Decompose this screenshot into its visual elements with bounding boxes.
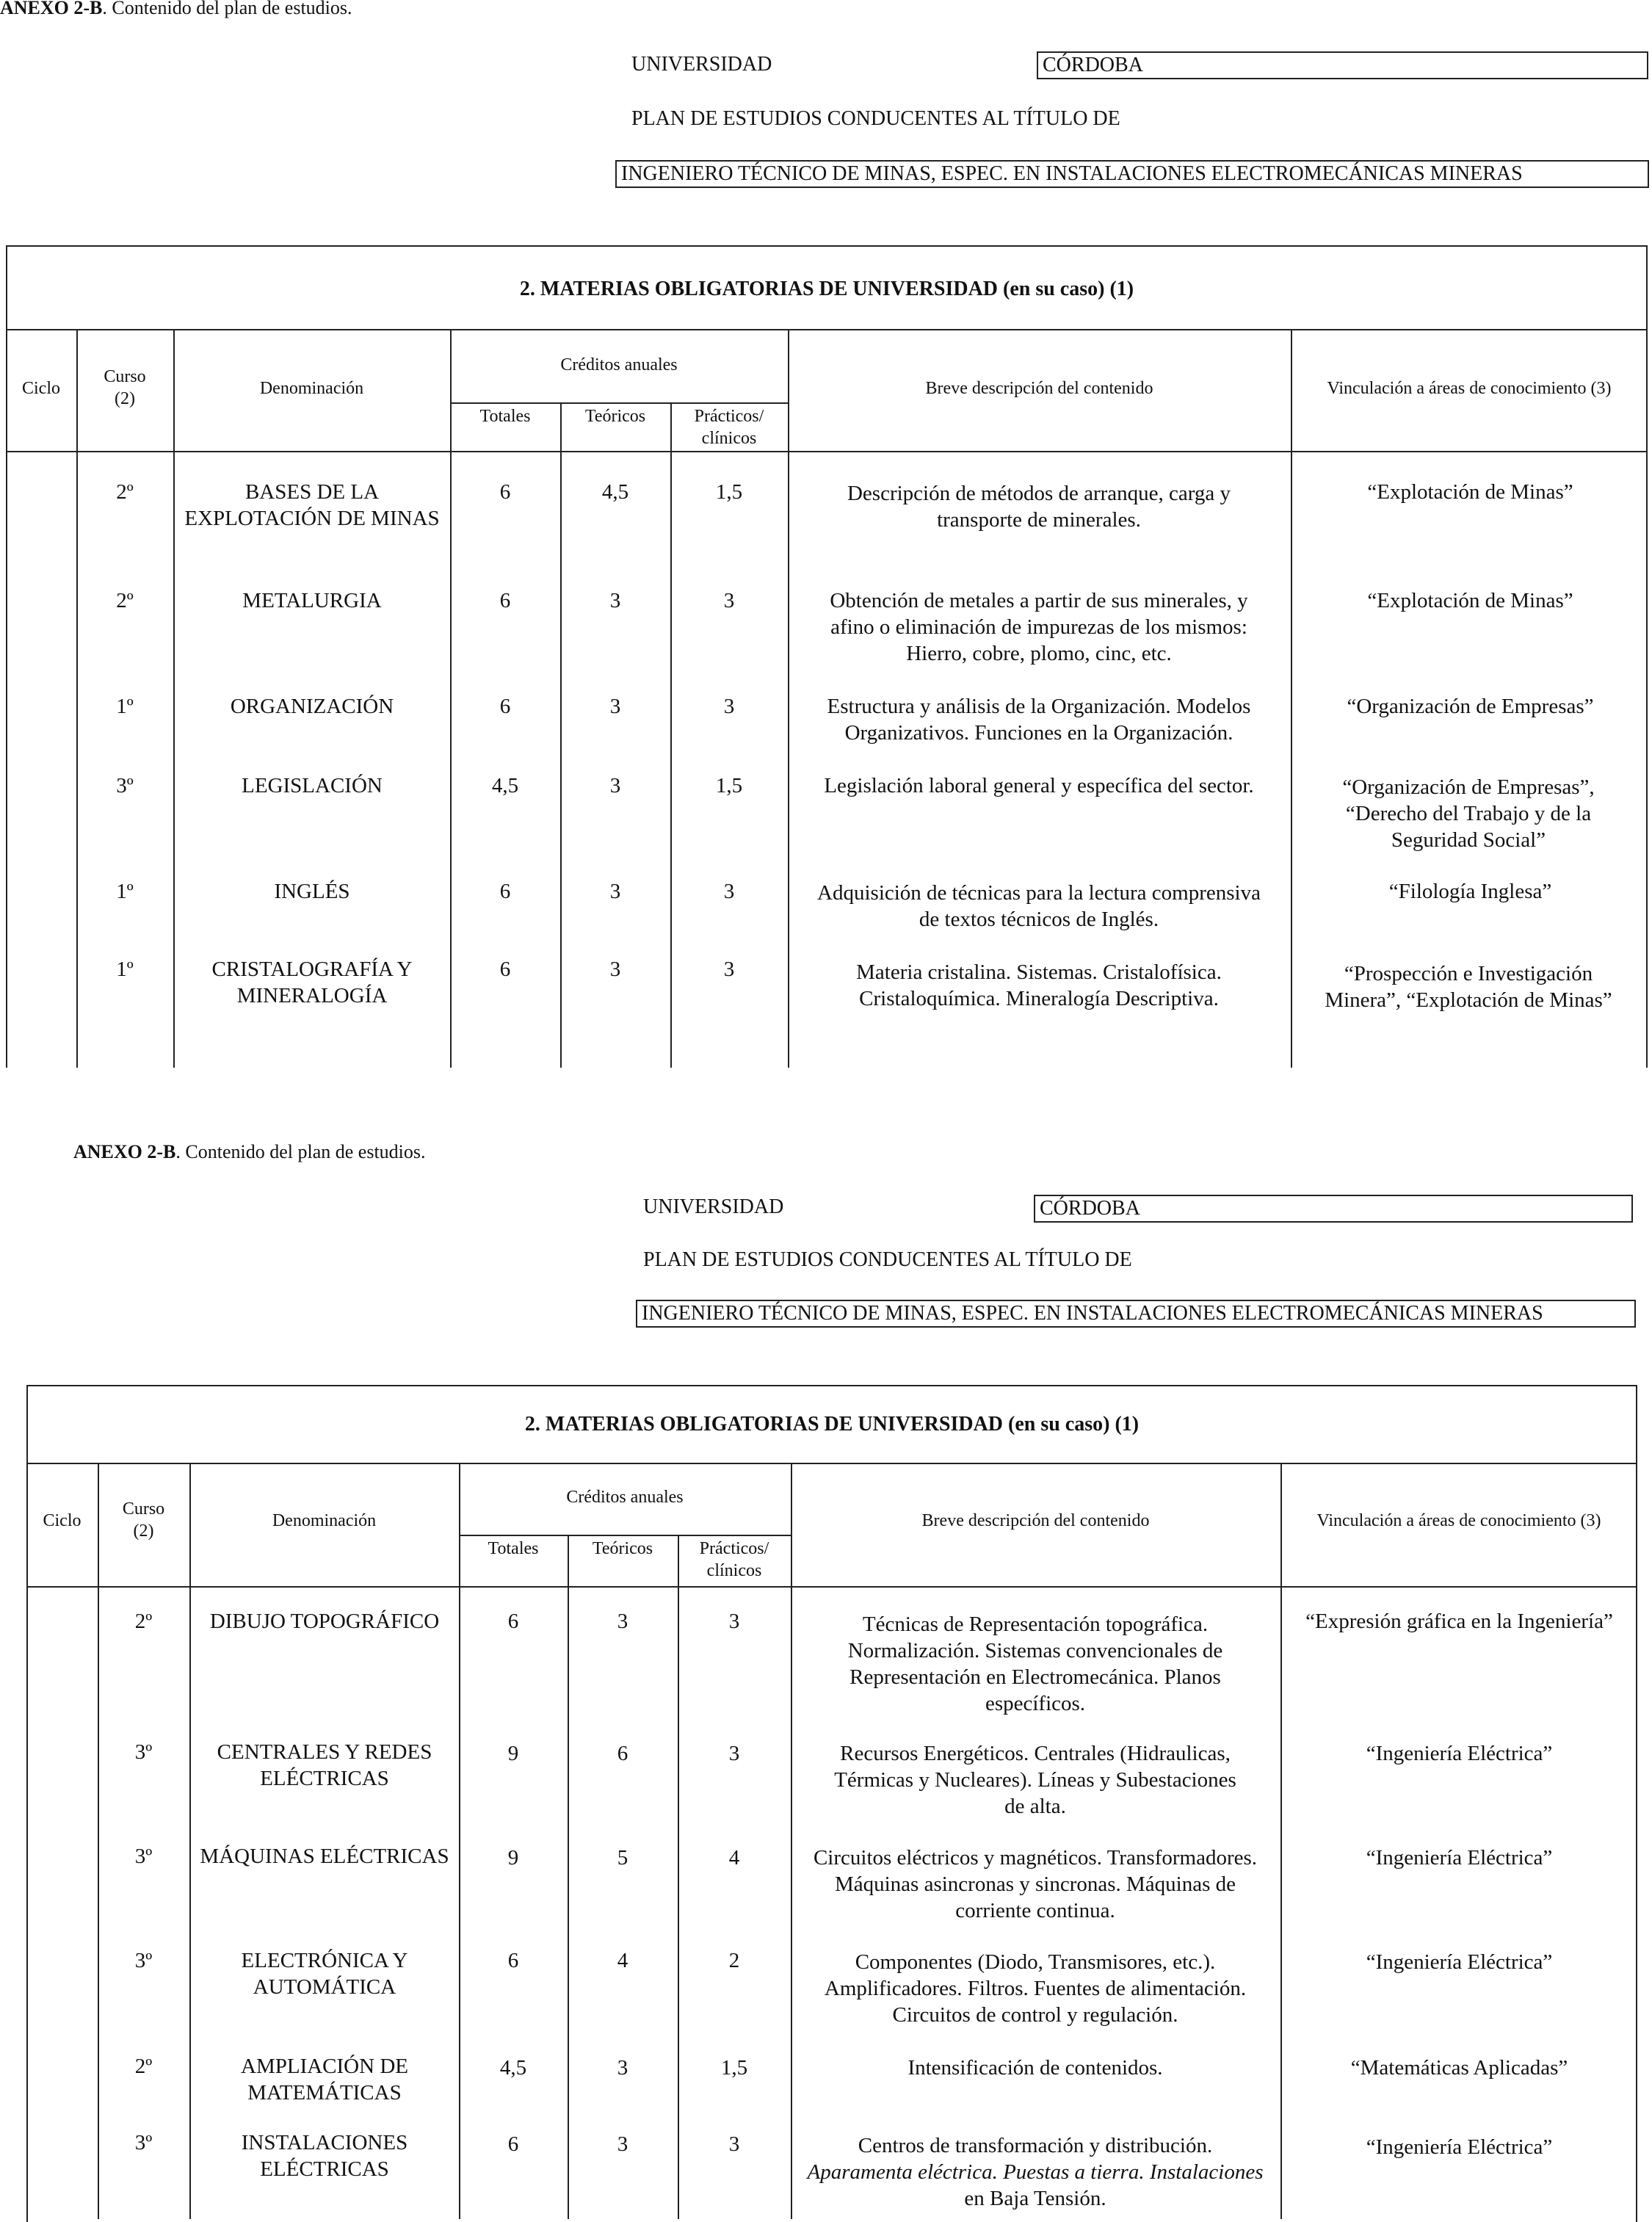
descripcion: Circuitos eléctricos y magnéticos. Transformadores. Máquinas asincronas y sincronas. Máquinas de corriente continua. <box>813 1846 1258 1922</box>
area: “Expresión gráfica en la Ingeniería” <box>1305 1610 1613 1633</box>
plan-label-2: PLAN DE ESTUDIOS CONDUCENTES AL TÍTULO DE <box>643 1248 1132 1271</box>
denominacion: INGLÉS <box>274 880 350 903</box>
totales: 6 <box>499 695 511 718</box>
header-curso: Curso <box>122 1499 165 1519</box>
teoricos: 5 <box>617 1846 628 1870</box>
practicos: 1,5 <box>715 774 743 797</box>
teoricos: 4 <box>617 1949 628 1972</box>
descripcion-line: Centros de transformación y distribución. <box>858 2134 1213 2157</box>
denominacion: BASES DE LA EXPLOTACIÓN DE MINAS <box>184 480 440 530</box>
descripcion: Componentes (Diodo, Transmisores, etc.). Amplificadores. Filtros. Fuentes de alimentación. Circuitos de control y regulación. <box>824 1950 1247 2027</box>
denominacion: DIBUJO TOPOGRÁFICO <box>209 1610 440 1633</box>
totales: 6 <box>499 880 511 903</box>
curso: 2º <box>116 480 134 504</box>
rule <box>26 1586 1637 1588</box>
totales: 6 <box>507 1949 519 1972</box>
teoricos: 4,5 <box>601 480 629 504</box>
rule <box>6 451 1648 452</box>
totales: 6 <box>499 589 511 612</box>
curso: 3º <box>116 774 134 797</box>
practicos: 4 <box>728 1846 740 1870</box>
col-line <box>459 1463 460 2219</box>
totales: 4,5 <box>491 774 519 797</box>
practicos: 1,5 <box>720 2056 748 2080</box>
area: “Explotación de Minas” <box>1367 589 1573 612</box>
curso: 1º <box>116 958 134 981</box>
curso: 3º <box>134 1845 153 1868</box>
totales: 4,5 <box>499 2056 527 2080</box>
totales: 6 <box>499 480 511 504</box>
header-totales: Totales <box>479 407 531 426</box>
annex-heading-1 <box>0 0 352 19</box>
practicos: 3 <box>723 880 735 903</box>
col-line <box>791 1463 792 2219</box>
rule <box>459 1535 791 1536</box>
header-creditos: Créditos anuales <box>560 355 678 374</box>
descripcion: Recursos Energéticos. Centrales (Hidraulicas, Térmicas y Nucleares). Líneas y Subestaciones de alta. <box>834 1742 1236 1818</box>
descripcion: Descripción de métodos de arranque, carga y transporte de minerales. <box>847 482 1231 532</box>
rule <box>26 1463 1637 1464</box>
annex-heading-2 <box>73 1141 426 1163</box>
curso: 3º <box>134 1949 153 1972</box>
area: “Organización de Empresas” <box>1347 695 1594 718</box>
denominacion: LEGISLACIÓN <box>242 774 383 797</box>
denominacion: CRISTALOGRAFÍA Y MINERALOGÍA <box>211 958 413 1007</box>
practicos: 3 <box>728 1742 740 1765</box>
header-curso-note: (2) <box>115 389 135 408</box>
table-title-1: 2. MATERIAS OBLIGATORIAS DE UNIVERSIDAD (en su caso) (1) <box>519 278 1134 300</box>
header-clinicos: clínicos <box>701 429 757 448</box>
header-denominacion: Denominación <box>272 1511 377 1530</box>
col-line <box>568 1535 569 2219</box>
header-descripcion: Breve descripción del contenido <box>921 1511 1150 1530</box>
descripcion: Estructura y análisis de la Organización. Modelos Organizativos. Funciones en la Organización. <box>827 695 1251 745</box>
practicos: 3 <box>723 695 735 718</box>
col-line <box>189 1463 191 2219</box>
descripcion: Técnicas de Representación topográfica. Normalización. Sistemas convencionales de Representación en Electromecánica. Planos específicos. <box>847 1613 1223 1715</box>
practicos: 3 <box>728 2132 740 2156</box>
plan-label-1: PLAN DE ESTUDIOS CONDUCENTES AL TÍTULO DE <box>631 107 1120 130</box>
descripcion: Adquisición de técnicas para la lectura comprensiva de textos técnicos de Inglés. <box>817 881 1261 931</box>
teoricos: 3 <box>617 1610 628 1633</box>
denominacion: INSTALACIONES ELÉCTRICAS <box>241 2131 408 2181</box>
university-name-box-2: CÓRDOBA <box>1034 1195 1633 1223</box>
header-teoricos: Teóricos <box>584 407 646 426</box>
denominacion: ELECTRÓNICA Y AUTOMÁTICA <box>241 1949 408 1999</box>
teoricos: 3 <box>609 774 621 797</box>
area: “Filología Inglesa” <box>1388 880 1552 903</box>
header-creditos: Créditos anuales <box>566 1488 684 1507</box>
annex-rest: . Contenido del plan de estudios. <box>102 0 352 18</box>
totales: 9 <box>507 1846 519 1870</box>
col-line <box>98 1463 99 2219</box>
totales: 6 <box>507 1610 519 1633</box>
teoricos: 3 <box>609 589 621 612</box>
header-totales: Totales <box>488 1539 539 1558</box>
totales: 9 <box>507 1742 519 1765</box>
teoricos: 3 <box>617 2056 628 2080</box>
header-vinculacion: Vinculación a áreas de conocimiento (3) <box>1327 379 1612 398</box>
header-teoricos: Teóricos <box>592 1539 653 1558</box>
totales: 6 <box>507 2132 519 2156</box>
area: “Prospección e Investigación Minera”, “Explotación de Minas” <box>1325 962 1612 1012</box>
university-label-2: UNIVERSIDAD <box>643 1195 784 1218</box>
area: “Ingeniería Eléctrica” <box>1366 1742 1553 1765</box>
col-line <box>1291 329 1292 1068</box>
area: “Organización de Empresas”, “Derecho del Trabajo y de la Seguridad Social” <box>1342 775 1595 852</box>
col-line <box>1280 1463 1282 2219</box>
teoricos: 3 <box>609 958 621 981</box>
denominacion: ORGANIZACIÓN <box>230 695 394 718</box>
practicos: 2 <box>728 1949 740 1972</box>
area: “Ingeniería Eléctrica” <box>1366 1846 1553 1870</box>
col-line <box>173 329 175 1068</box>
denominacion: AMPLIACIÓN DE MATEMÁTICAS <box>241 2055 408 2105</box>
descripcion: Legislación laboral general y específica del sector. <box>824 774 1254 797</box>
practicos: 1,5 <box>715 480 743 504</box>
area: “Ingeniería Eléctrica” <box>1366 2135 1553 2159</box>
area: “Ingeniería Eléctrica” <box>1366 1950 1553 1974</box>
curso: 3º <box>134 2131 153 2154</box>
university-name-box-1: CÓRDOBA <box>1037 51 1648 79</box>
denominacion: MÁQUINAS ELÉCTRICAS <box>200 1845 449 1868</box>
curso: 2º <box>134 1610 153 1633</box>
header-curso: Curso <box>104 367 146 386</box>
degree-box-2: INGENIERO TÉCNICO DE MINAS, ESPEC. EN INSTALACIONES ELECTROMECÁNICAS MINERAS <box>636 1300 1636 1328</box>
area: “Explotación de Minas” <box>1367 480 1573 504</box>
practicos: 3 <box>723 958 735 981</box>
curso: 2º <box>116 589 134 612</box>
degree-box-1: INGENIERO TÉCNICO DE MINAS, ESPEC. EN INSTALACIONES ELECTROMECÁNICAS MINERAS <box>615 160 1649 188</box>
descripcion <box>797 2132 1274 2212</box>
descripcion-line: en Baja Tensión. <box>964 2187 1106 2210</box>
descripcion: Materia cristalina. Sistemas. Cristalofísica. Cristaloquímica. Mineralogía Descriptiva. <box>856 960 1222 1010</box>
curso: 2º <box>134 2055 153 2078</box>
teoricos: 3 <box>617 2132 628 2156</box>
area: “Matemáticas Aplicadas” <box>1350 2056 1568 2080</box>
curso: 1º <box>116 880 134 903</box>
curso: 1º <box>116 695 134 718</box>
practicos: 3 <box>723 589 735 612</box>
curso: 3º <box>134 1740 153 1764</box>
totales: 6 <box>499 958 511 981</box>
teoricos: 3 <box>609 880 621 903</box>
header-curso-note: (2) <box>133 1521 154 1541</box>
header-ciclo: Ciclo <box>22 379 60 398</box>
rule <box>6 329 1648 330</box>
annex-rest: . Contenido del plan de estudios. <box>175 1141 426 1162</box>
col-line <box>678 1535 679 2219</box>
teoricos: 3 <box>609 695 621 718</box>
col-line <box>788 329 789 1068</box>
university-label-1: UNIVERSIDAD <box>631 53 772 76</box>
descripcion-italic-line: Aparamenta eléctrica. Puestas a tierra. Instalaciones <box>807 2160 1264 2184</box>
annex-bold: ANEXO 2-B <box>73 1141 176 1162</box>
practicos: 3 <box>728 1610 740 1633</box>
header-ciclo: Ciclo <box>43 1511 81 1530</box>
header-denominacion: Denominación <box>259 379 364 398</box>
header-clinicos: clínicos <box>706 1561 762 1580</box>
denominacion: CENTRALES Y REDES ELÉCTRICAS <box>217 1740 432 1790</box>
denominacion: METALURGIA <box>242 589 382 612</box>
header-vinculacion: Vinculación a áreas de conocimiento (3) <box>1316 1511 1601 1530</box>
descripcion: Intensificación de contenidos. <box>907 2056 1163 2080</box>
header-descripcion: Breve descripción del contenido <box>925 379 1153 398</box>
header-practicos: Prácticos/ <box>694 407 764 426</box>
rule <box>450 402 788 404</box>
teoricos: 6 <box>617 1742 628 1765</box>
annex-bold: ANEXO 2-B <box>0 0 103 18</box>
descripcion: Obtención de metales a partir de sus minerales, y afino o eliminación de impurezas de los mismos: Hierro, cobre, plomo, cinc, etc. <box>830 589 1248 665</box>
table-title-2: 2. MATERIAS OBLIGATORIAS DE UNIVERSIDAD (en su caso) (1) <box>524 1413 1140 1436</box>
header-practicos: Prácticos/ <box>699 1539 769 1558</box>
